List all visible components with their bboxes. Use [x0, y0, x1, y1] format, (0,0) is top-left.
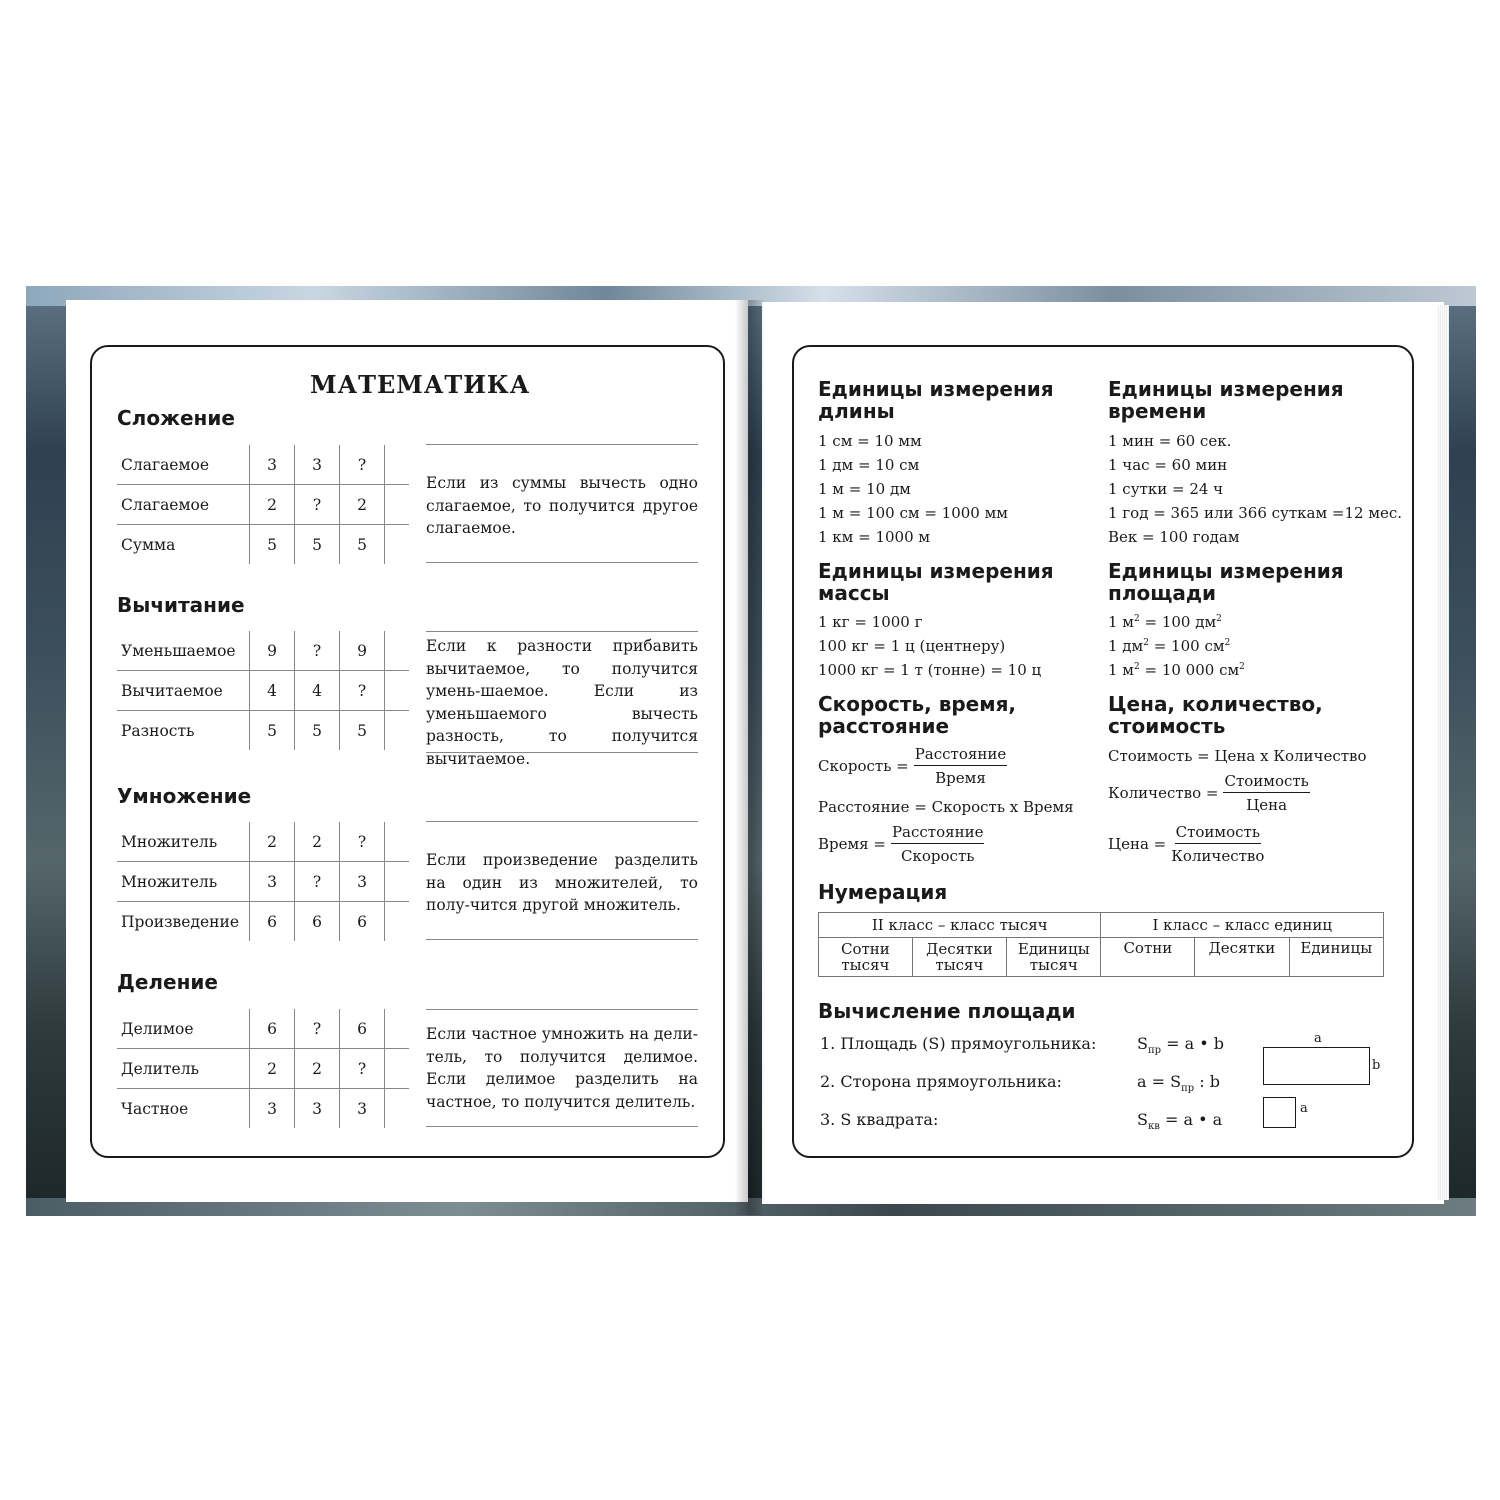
formula-quantity: Количество = Стоимость Цена — [1108, 772, 1309, 814]
list-item: 1 дм = 10 см — [818, 456, 920, 474]
rule-line — [426, 444, 698, 445]
cell: Единицы тысяч — [1007, 938, 1101, 977]
page-edges — [1437, 305, 1449, 1200]
cell: 6 — [250, 1009, 295, 1049]
cell: 3 — [340, 862, 385, 902]
division-table — [117, 1009, 409, 1128]
row-label: Слагаемое — [117, 445, 250, 485]
table-row — [117, 485, 409, 525]
cell: Десятки тысяч — [912, 938, 1006, 977]
heading-time-units: Единицы измерения времени — [1108, 377, 1344, 423]
cell: ? — [340, 671, 385, 711]
rect-side-a: a — [1314, 1031, 1322, 1046]
row-label: Уменьшаемое — [117, 631, 250, 671]
cell: 5 — [340, 525, 385, 565]
cell: ? — [340, 445, 385, 485]
list-item: 2. Сторона прямоугольника: — [820, 1072, 1062, 1091]
cell: 3 — [295, 445, 340, 485]
rule-line — [426, 939, 698, 940]
rule-line — [426, 631, 698, 632]
numeration-table — [818, 912, 1384, 977]
class-thousands: II класс – класс тысяч — [819, 913, 1101, 938]
cell: 5 — [295, 525, 340, 565]
cell: 6 — [295, 902, 340, 942]
list-item: 1. Площадь (S) прямоугольника: — [820, 1034, 1097, 1053]
row-label: Разность — [117, 711, 250, 751]
list-item: 1 $дм^2 = 100$ $см^2$ — [1108, 637, 1231, 655]
rule-line — [426, 562, 698, 563]
cell: ? — [340, 1049, 385, 1089]
cell: 2 — [250, 485, 295, 525]
table-row — [117, 631, 409, 671]
table-row — [117, 822, 409, 862]
table-row — [117, 1049, 409, 1089]
list-item: 1 км = 1000 м — [818, 528, 931, 546]
cell: 5 — [250, 525, 295, 565]
cell: 6 — [250, 902, 295, 942]
subtraction-table — [117, 631, 409, 750]
rule-line — [426, 752, 698, 753]
cell: ? — [295, 631, 340, 671]
rule-line — [426, 821, 698, 822]
cell: 9 — [250, 631, 295, 671]
heading-area-units: Единицы измерения площади — [1108, 559, 1344, 605]
cell: 4 — [295, 671, 340, 711]
list-item: 1 сутки = 24 ч — [1108, 480, 1224, 498]
cell: 6 — [340, 902, 385, 942]
formula-time: Время = Расстояние Скорость — [818, 823, 984, 865]
spine-shadow — [735, 300, 765, 1215]
table-row — [117, 1089, 409, 1129]
rule-line — [426, 1009, 698, 1010]
formula: $a = S_{пр}$ : b — [1137, 1072, 1220, 1095]
table-row — [819, 913, 1384, 938]
cell: 2 — [250, 1049, 295, 1089]
row-label: Слагаемое — [117, 485, 250, 525]
addition-rule: Если из суммы вычесть одно слагаемое, то получится другое слагаемое. — [426, 474, 698, 537]
cell: Сотни — [1101, 938, 1195, 977]
cell: 3 — [295, 1089, 340, 1129]
cell: Единицы — [1289, 938, 1383, 977]
row-label: Множитель — [117, 862, 250, 902]
list-item: 1 м = 10 дм — [818, 480, 911, 498]
page-title: МАТЕМАТИКА — [310, 370, 531, 399]
square-side-a: a — [1300, 1101, 1308, 1116]
table-row — [117, 445, 409, 485]
list-item: 1 кг = 1000 г — [818, 613, 923, 631]
list-item: 1 $м^2 = 100$ $дм^2$ — [1108, 613, 1222, 631]
heading-area-calc: Вычисление площади — [818, 999, 1076, 1023]
list-item: 1 год = 365 или 366 суткам =12 мес. — [1108, 504, 1403, 522]
list-item: Век = 100 годам — [1108, 528, 1240, 546]
list-item: 1 $м^2 = 10$ 000 $см^2$ — [1108, 661, 1245, 679]
cell: 3 — [250, 445, 295, 485]
cell: 3 — [250, 862, 295, 902]
cell: 3 — [250, 1089, 295, 1129]
square-diagram — [1263, 1097, 1296, 1128]
row-label: Частное — [117, 1089, 250, 1129]
table-row — [117, 902, 409, 942]
cell: 2 — [295, 822, 340, 862]
cell: 2 — [340, 485, 385, 525]
section-heading-division: Деление — [117, 970, 218, 994]
multiplication-rule: Если произведение разделить на один из множителей, то полу-чится другой множитель. — [426, 851, 698, 914]
cell: 2 — [250, 822, 295, 862]
cell: 5 — [295, 711, 340, 751]
division-rule: Если частное умножить на дели-тель, то получится делимое. Если делимое разделить на частное, то получится делитель. — [426, 1025, 698, 1111]
cell: 2 — [295, 1049, 340, 1089]
table-row — [117, 862, 409, 902]
rectangle-diagram — [1263, 1047, 1370, 1085]
list-item: 3. S квадрата: — [820, 1110, 939, 1129]
row-label: Делитель — [117, 1049, 250, 1089]
table-row — [117, 671, 409, 711]
formula-distance: Расстояние = Скорость х Время — [818, 798, 1074, 816]
row-label: Множитель — [117, 822, 250, 862]
cell: Сотни тысяч — [819, 938, 913, 977]
list-item: 1 м = 100 см = 1000 мм — [818, 504, 1008, 522]
list-item: 1 мин = 60 сек. — [1108, 432, 1232, 450]
cell: ? — [340, 822, 385, 862]
table-row — [117, 525, 409, 565]
table-row — [819, 938, 1384, 977]
row-label: Сумма — [117, 525, 250, 565]
cell: 9 — [340, 631, 385, 671]
section-heading-multiplication: Умножение — [117, 784, 252, 808]
cell: Десятки — [1195, 938, 1289, 977]
heading-mass-units: Единицы измерения массы — [818, 559, 1054, 605]
multiplication-table — [117, 822, 409, 941]
row-label: Вычитаемое — [117, 671, 250, 711]
list-item: 100 кг = 1 ц (центнеру) — [818, 637, 1006, 655]
list-item: 1 см = 10 мм — [818, 432, 922, 450]
row-label: Делимое — [117, 1009, 250, 1049]
row-label: Произведение — [117, 902, 250, 942]
section-heading-subtraction: Вычитание — [117, 593, 245, 617]
formula-cost: Стоимость = Цена х Количество — [1108, 747, 1367, 765]
cell: ? — [295, 862, 340, 902]
cell: ? — [295, 1009, 340, 1049]
class-units: I класс – класс единиц — [1101, 913, 1384, 938]
list-item: 1000 кг = 1 т (тонне) = 10 ц — [818, 661, 1042, 679]
formula: $S_{пр} = a$ • b — [1137, 1034, 1225, 1057]
heading-price: Цена, количество, стоимость — [1108, 692, 1323, 738]
formula: $S_{кв} = a$ • a — [1137, 1110, 1223, 1133]
cell: 3 — [340, 1089, 385, 1129]
cell: 5 — [340, 711, 385, 751]
heading-speed: Скорость, время, расстояние — [818, 692, 1017, 738]
rule-line — [426, 1126, 698, 1127]
cell: 4 — [250, 671, 295, 711]
cell: ? — [295, 485, 340, 525]
rect-side-b: b — [1372, 1058, 1381, 1073]
addition-table — [117, 445, 409, 564]
formula-speed: Скорость = Расстояние Время — [818, 745, 1007, 787]
table-row — [117, 711, 409, 751]
heading-length-units: Единицы измерения длины — [818, 377, 1054, 423]
cell: 5 — [250, 711, 295, 751]
subtraction-rule: Если к разности прибавить вычитаемое, то получится умень-шаемое. Если из уменьшаемого вычесть разность, то получится вычитаемое. — [426, 637, 698, 768]
formula-price: Цена = Стоимость Количество — [1108, 823, 1265, 865]
heading-numeration: Нумерация — [818, 880, 948, 904]
cell: 6 — [340, 1009, 385, 1049]
list-item: 1 час = 60 мин — [1108, 456, 1228, 474]
table-row — [117, 1009, 409, 1049]
section-heading-addition: Сложение — [117, 406, 235, 430]
